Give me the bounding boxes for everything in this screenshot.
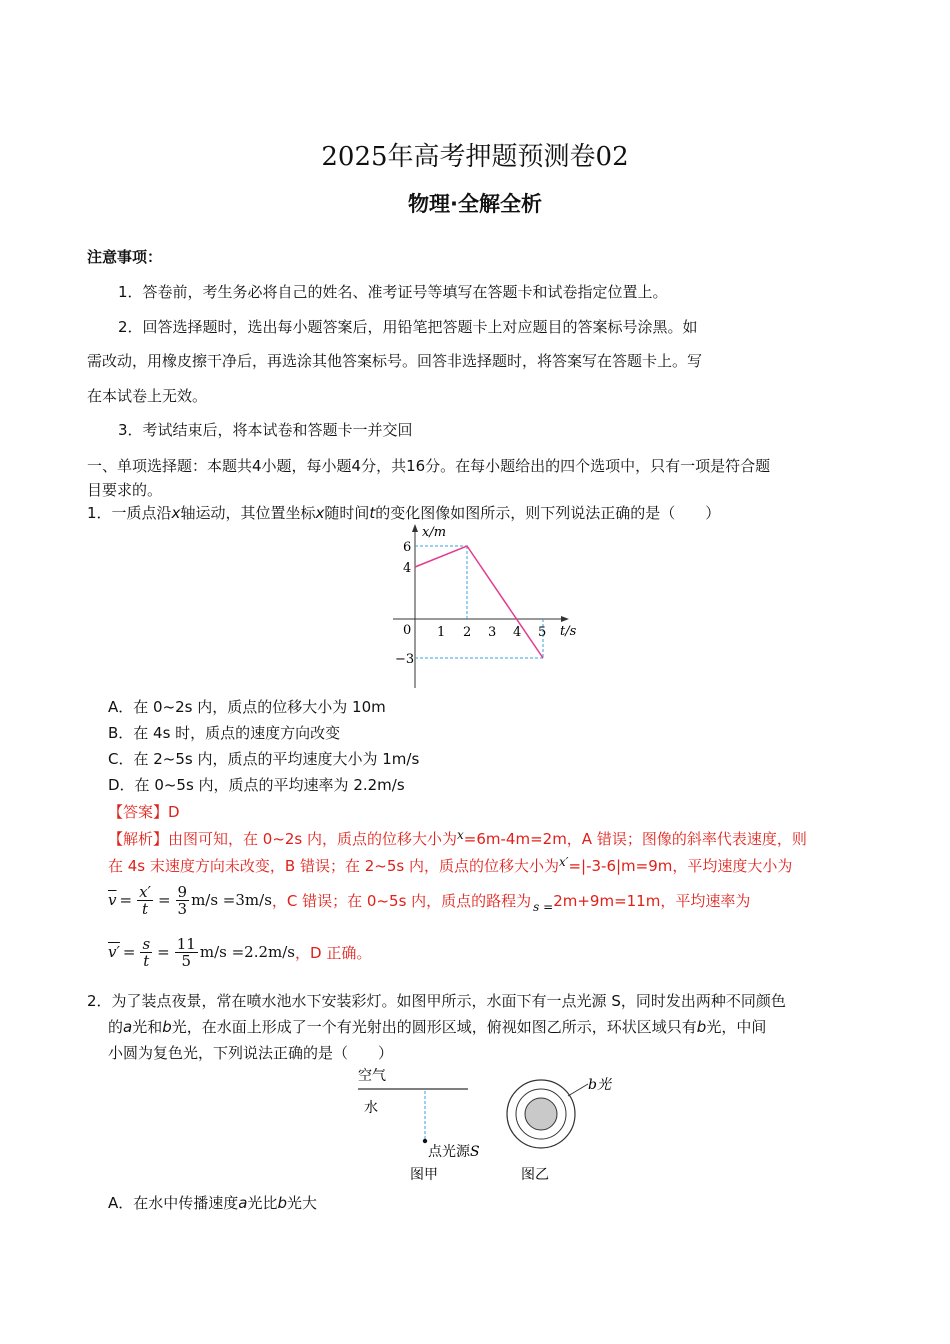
section-heading-line2: 目要求的。 [87, 481, 163, 499]
equals-sign: = [119, 891, 133, 909]
question-1-stem [87, 502, 720, 523]
analysis-text: 【解析】由图可知，在 0~2s 内，质点的位移大小为 [108, 830, 458, 848]
equals-sign: = [157, 891, 171, 909]
analysis-text: =6m-4m=2m，A 错误；图像的斜率代表速度，则 [463, 830, 807, 848]
stem-part: 光，中间 [706, 1018, 767, 1036]
option-c: C．在 2~5s 内，质点的平均速度大小为 1m/s [108, 750, 420, 768]
notice-item-2-line1: 2．回答选择题时，选出每小题答案后，用铅笔把答题卡上对应题目的答案标号涂黑。如 [118, 318, 698, 336]
origin-label: 0 [403, 623, 412, 638]
analysis-line-1 [108, 828, 807, 849]
stem-var: t [369, 504, 376, 522]
option-d: D．在 0~5s 内，质点的平均速率为 2.2m/s [108, 776, 405, 794]
equals-sign: = [157, 943, 170, 961]
denominator: 3 [177, 899, 188, 918]
analysis-var: x′ [558, 855, 569, 869]
notice-item-1: 1．答卷前，考生务必将自己的姓名、准考证号等填写在答题卡和试卷指定位置上。 [118, 283, 668, 301]
fraction [140, 936, 152, 969]
result: m/s =3m/s [191, 891, 272, 909]
analysis-text: ，C 错误；在 0~5s 内，质点的路程为 [271, 891, 532, 910]
position-curve [415, 546, 543, 658]
option-b: B．在 4s 时，质点的速度方向改变 [108, 724, 341, 742]
stem-var: x [315, 504, 325, 522]
analysis-text: 在 4s 末速度方向未改变，B 错误；在 2~5s 内，质点的位移大小为 [108, 857, 559, 875]
analysis-text: 2m+9m=11m，平均速率为 [553, 891, 751, 910]
option-text: 光比 [247, 1194, 278, 1212]
stem-var: b [696, 1018, 707, 1036]
question-2-line3: 小圆为复色光，下列说法正确的是（ ） [108, 1044, 394, 1062]
q2-option-a [108, 1192, 317, 1213]
x-tick-label: 4 [513, 625, 522, 640]
question-2-line2 [108, 1016, 766, 1037]
fraction [137, 884, 153, 917]
position-time-graph [385, 522, 585, 692]
y-tick-label: −3 [395, 652, 415, 667]
stem-part: 轴运动，其位置坐标 [180, 504, 316, 522]
x-tick-label: 1 [437, 625, 446, 640]
b-light-pointer [568, 1084, 588, 1096]
question-2-line1: 2．为了装点夜景，常在喷水池水下安装彩灯。如图甲所示，水面下有一点光源 S，同时发出两种不同颜色 [87, 992, 786, 1010]
analysis-text: =|-3-6|m=9m，平均速度大小为 [568, 857, 793, 875]
result: m/s =2.2m/s [199, 943, 295, 961]
stem-var: a [123, 1018, 133, 1036]
analysis-line-3 [108, 880, 750, 920]
water-label: 水 [364, 1100, 378, 1116]
stem-part: 的 [108, 1018, 124, 1036]
stem-part: 1．一质点沿 [87, 504, 172, 522]
source-label: 点光源S [428, 1144, 480, 1160]
figure-b-label: 图乙 [521, 1167, 549, 1183]
notice-item-2-line3: 在本试卷上无效。 [87, 387, 208, 405]
denominator: t [141, 899, 149, 918]
air-label: 空气 [358, 1068, 386, 1084]
y-axis-arrow [412, 524, 418, 532]
stem-part: 的变化图像如图所示，则下列说法正确的是（ ） [375, 504, 721, 522]
x-tick-label: 2 [463, 625, 472, 640]
option-var: a [238, 1194, 248, 1212]
figure-a-label: 图甲 [410, 1167, 438, 1183]
analysis-text: ，D 正确。 [295, 943, 372, 962]
stem-var: x [171, 504, 181, 522]
option-text: A．在水中传播速度 [108, 1194, 239, 1212]
answer-label: 【答案】D [108, 803, 180, 821]
stem-part: 随时间 [324, 504, 370, 522]
notice-item-2-line2: 需改动，用橡皮擦干净后，再选涂其他答案标号。回答非选择题时，将答案写在答题卡上。写 [87, 352, 703, 370]
option-text: 光大 [287, 1194, 318, 1212]
stem-var: b [162, 1018, 172, 1036]
analysis-line-2 [108, 855, 792, 876]
notice-heading: 注意事项： [87, 248, 163, 266]
x-axis-arrow [561, 616, 569, 622]
analysis-var: x [457, 828, 464, 842]
numerator: 11 [176, 934, 196, 953]
fraction [175, 936, 198, 969]
avg-velocity-symbol: $\overline{v}$ [108, 891, 117, 909]
stem-part: 光和 [132, 1018, 163, 1036]
x-tick-label: 5 [538, 625, 547, 640]
y-tick-label: 4 [403, 561, 412, 576]
notice-item-3: 3．考试结束后，将本试卷和答题卡一并交回 [118, 421, 413, 439]
b-light-label: b光 [588, 1077, 611, 1093]
avg-speed-symbol: v′ [108, 943, 120, 961]
x-tick-label: 3 [488, 625, 497, 640]
fraction [176, 884, 190, 917]
analysis-line-4 [108, 932, 371, 972]
section-heading-line1: 一、单项选择题：本题共4小题，每小题4分，共16分。在每小题给出的四个选项中，只有一项是符合题 [87, 457, 771, 475]
numerator: x′ [139, 882, 151, 901]
option-a: A．在 0~2s 内，质点的位移大小为 10m [108, 698, 386, 716]
page-title: 2025年高考押题预测卷02 [321, 142, 629, 172]
option-var: b [277, 1194, 288, 1212]
light-source-figure [350, 1062, 630, 1187]
page-subtitle: 物理·全解全析 [408, 192, 542, 216]
numerator: s [142, 934, 151, 953]
stem-part: 光，在水面上形成了一个有光射出的圆形区域，俯视如图乙所示，环状区域只有 [171, 1018, 697, 1036]
composite-light-circle [525, 1098, 557, 1130]
equals-sign: = [122, 943, 136, 961]
numerator: 9 [177, 882, 188, 901]
x-axis-label: t/s [560, 624, 577, 639]
y-tick-label: 6 [403, 540, 412, 555]
y-axis-label: x/m [422, 525, 447, 540]
denominator: t [143, 951, 150, 970]
analysis-var: s = [533, 900, 554, 914]
denominator: 5 [181, 951, 192, 970]
point-source-dot [423, 1139, 427, 1143]
